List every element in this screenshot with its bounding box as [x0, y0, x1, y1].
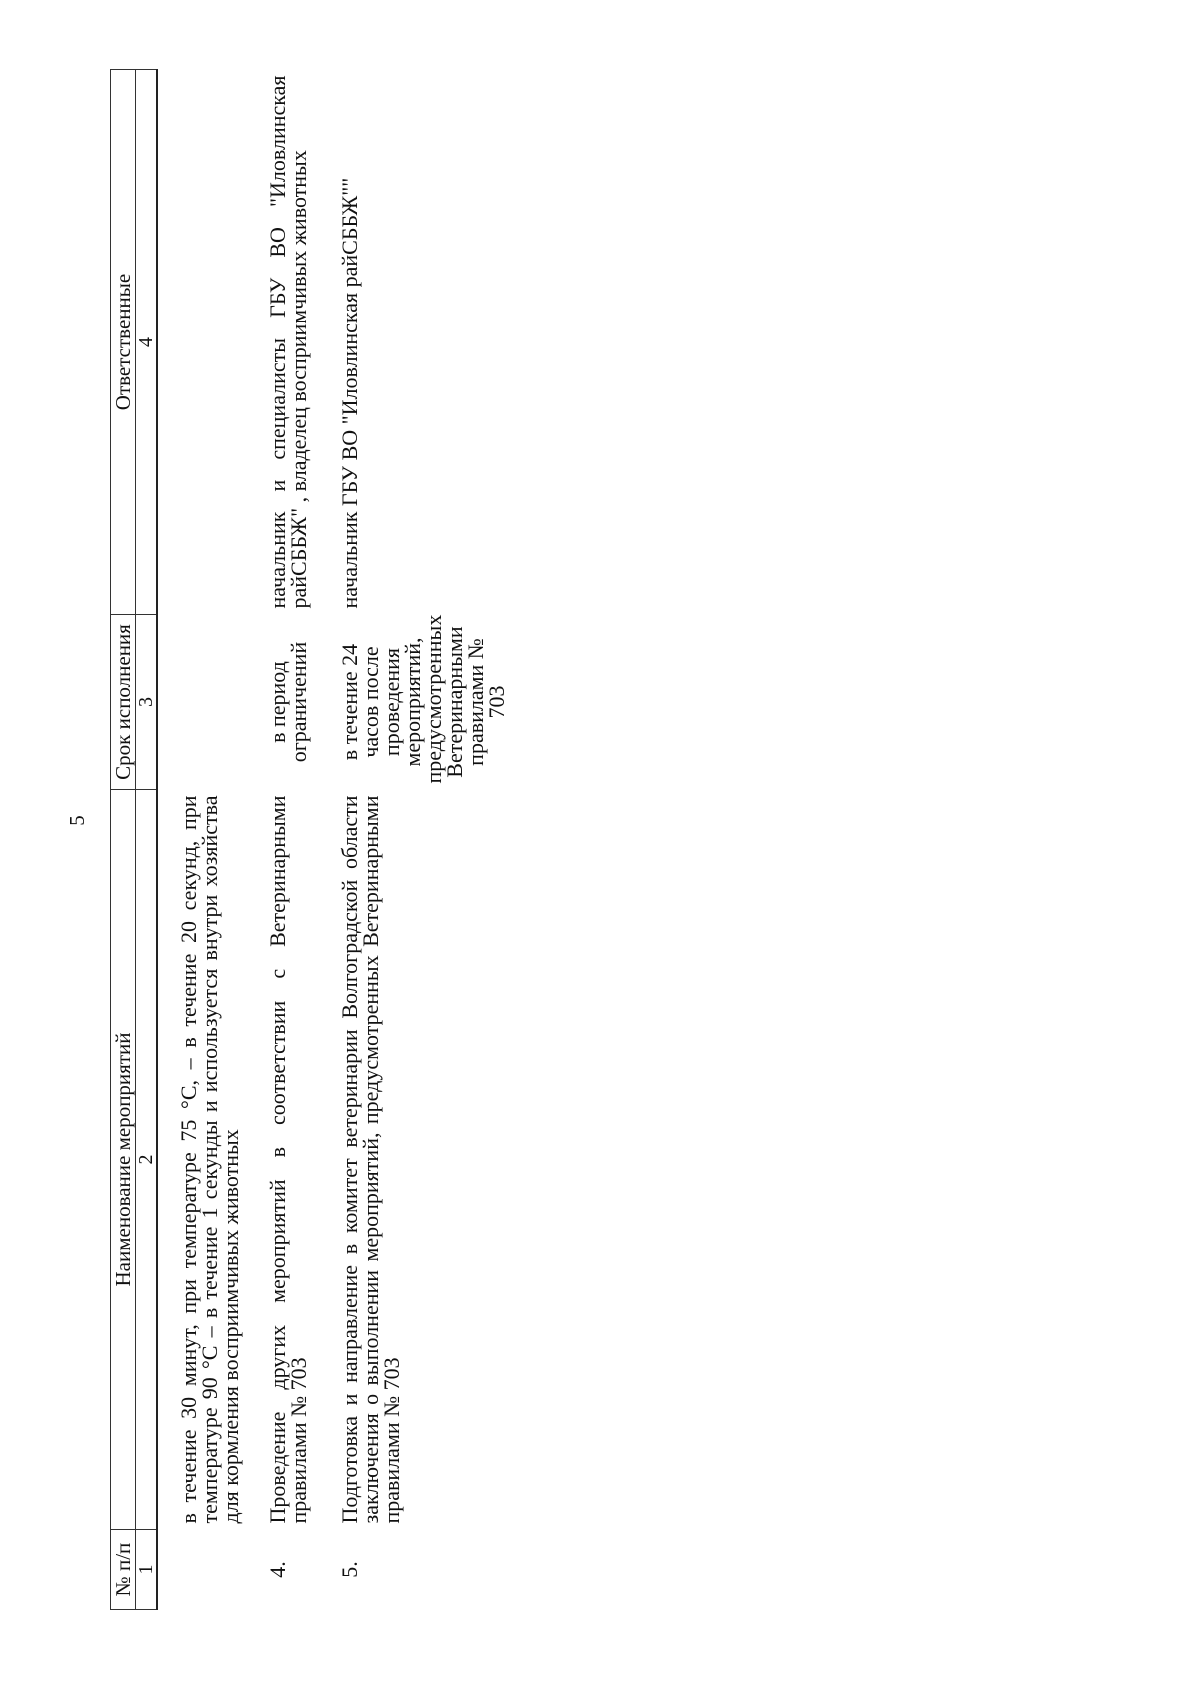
row-number — [157, 1530, 241, 1610]
column-number: 1 — [136, 1530, 158, 1610]
header-name: Наименование мероприятий — [111, 790, 136, 1530]
measure-name: Проведение других мероприятий в соответствии с Ветеринарными правилами № 703 — [265, 795, 311, 1524]
table-header-row — [111, 70, 136, 1610]
rotated-page-content — [110, 70, 630, 1610]
measure-responsible: начальник и специалисты ГБУ ВО "Иловлинская райСББЖ" , владелец восприимчивых животных — [265, 75, 311, 609]
measure-term — [157, 615, 241, 790]
table-row — [157, 70, 241, 1610]
measures-table — [110, 69, 507, 1610]
measure-term: в период ограничений — [265, 641, 311, 763]
measure-name: в течение 30 минут, при температуре 75 °С, – в течение 20 секунд, при температуре 90 °С – в течение 1 секунды и используется внутри хозяйства для кормления восприимчивых животных — [176, 795, 243, 1524]
table-row — [241, 70, 309, 1610]
header-responsible: Ответственные — [111, 70, 136, 615]
table-row — [309, 70, 507, 1610]
column-number: 3 — [136, 615, 158, 790]
measure-term: в течение 24 часов после проведения мероприятий, предусмотренных Ветеринарными правилами № 703 — [337, 614, 509, 784]
measure-responsible: начальник ГБУ ВО "Иловлинская райСББЖ"" — [337, 177, 362, 609]
header-number: № п/п — [111, 1530, 136, 1610]
header-term: Срок исполнения — [111, 615, 136, 790]
column-number-row — [136, 70, 158, 1610]
measure-responsible — [157, 70, 241, 615]
page-number: 5 — [64, 815, 89, 826]
column-number: 4 — [136, 70, 158, 615]
measure-name: Подготовка и направление в комитет ветеринарии Волгоградской области заключения о выполнении мероприятий, предусмотренных Ветеринарными правилами № 703 — [337, 795, 404, 1524]
column-number: 2 — [136, 790, 158, 1530]
row-number: 5. — [337, 1561, 362, 1578]
row-number: 4. — [265, 1561, 290, 1578]
